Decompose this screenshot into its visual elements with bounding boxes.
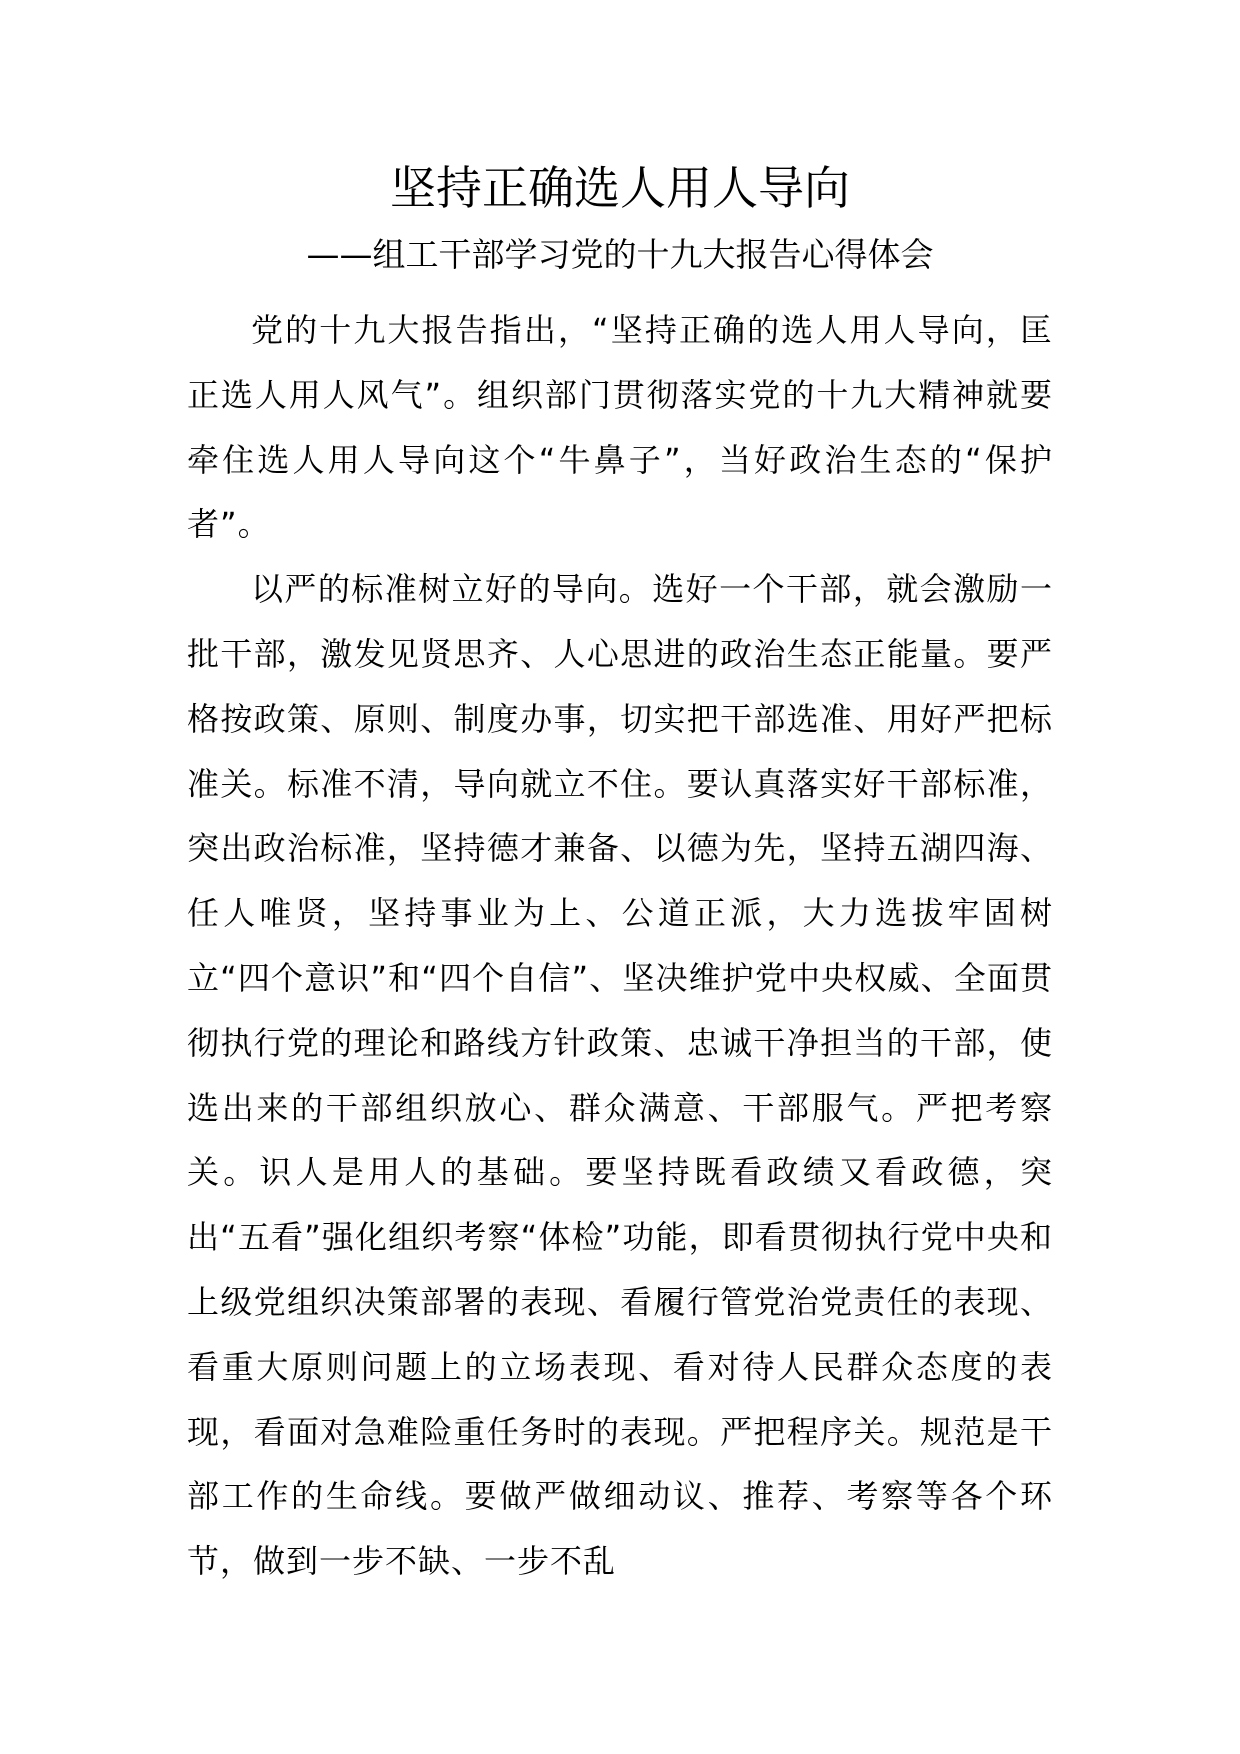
document-title: 坚持正确选人用人导向 <box>390 161 850 215</box>
paragraph-intro: 党的十九大报告指出，“坚持正确的选人用人导向，匡正选人用人风气”。组织部门贯彻落实党的十九大精神就要牵住选人用人导向这个“牛鼻子”，当好政治生态的“保护者”。 <box>187 311 1053 544</box>
document-subtitle: ——组工干部学习党的十九大报告心得体会 <box>306 235 934 274</box>
paragraph-standards: 以严的标准树立好的导向。选好一个干部，就会激励一批干部，激发见贤思齐、人心思进的政治生态正能量。要严格按政策、原则、制度办事，切实把干部选准、用好严把标准关。标准不清，导向就立不住。要认真落实好干部标准，突出政治标准，坚持德才兼备、以德为先，坚持五湖四海、任人唯贤，坚持事业为上、公道正派，大力选拔牢固树立“四个意识”和“四个自信”、坚决维护党中央权威、全面贯彻执行党的理论和路线方针政策、忠诚干净担当的干部，使选出来的干部组织放心、群众满意、干部服气。严把考察关。识人是用人的基础。要坚持既看政绩又看政德，突出“五看”强化组织考察“体检”功能，即看贯彻执行党中央和上级党组织决策部署的表现、看履行管党治党责任的表现、看重大原则问题上的立场表现、看对待人民群众态度的表现，看面对急难险重任务时的表现。严把程序关。规范是干部工作的生命线。要做严做细动议、推荐、考察等各个环节，做到一步不缺、一步不乱 <box>187 570 1053 1581</box>
document-body <box>187 298 1053 1594</box>
